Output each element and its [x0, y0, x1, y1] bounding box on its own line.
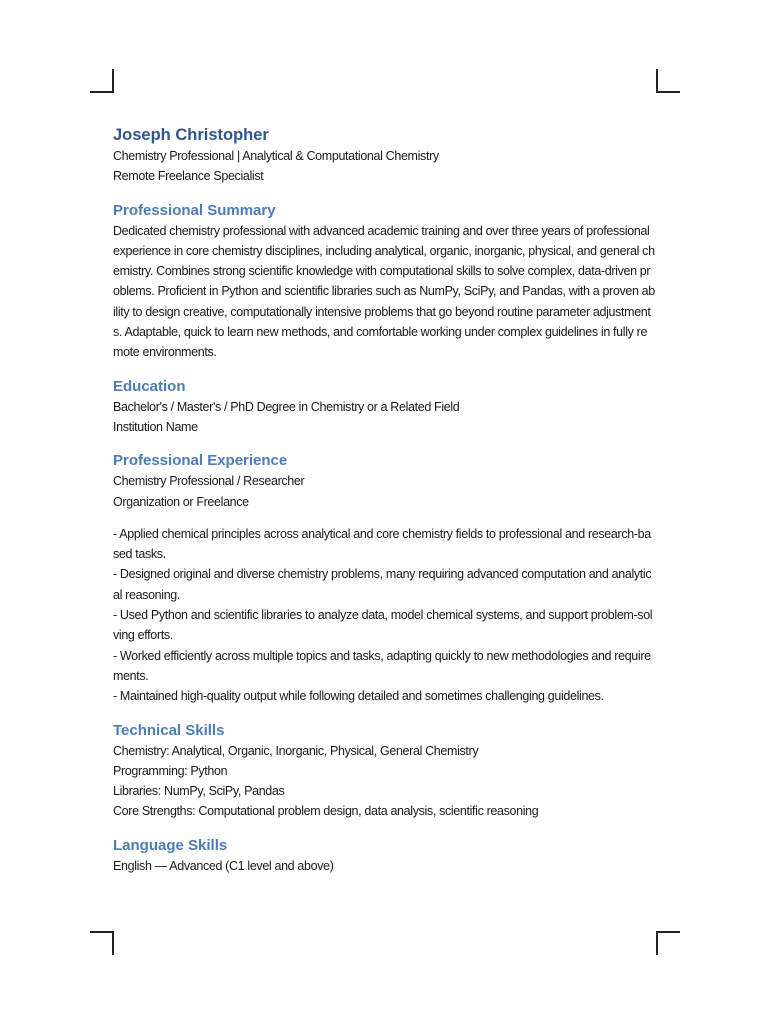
- experience-role: Chemistry Professional / Researcher: [113, 474, 305, 489]
- skill-item: Libraries: NumPy, SciPy, Pandas: [113, 784, 285, 799]
- language-heading: Language Skills: [113, 836, 228, 854]
- education-degree: Bachelor's / Master's / PhD Degree in Chemistry or a Related Field: [113, 399, 460, 414]
- experience-bullet-list: [113, 524, 656, 707]
- education-heading: Education: [113, 377, 186, 395]
- crop-mark-bottom-right: [656, 931, 680, 955]
- resume-body: [113, 124, 656, 876]
- experience-bullet: - Applied chemical principles across analytical and core chemistry fields to professional and research-based tasks.: [113, 526, 651, 562]
- candidate-name: Joseph Christopher: [113, 126, 269, 144]
- education-institution: Institution Name: [113, 419, 198, 434]
- summary-heading: Professional Summary: [113, 201, 276, 219]
- experience-section: [113, 450, 656, 706]
- summary-section: [113, 200, 656, 363]
- experience-bullet: - Worked efficiently across multiple topics and tasks, adapting quickly to new methodologies and requirements.: [113, 648, 651, 683]
- crop-mark-bottom-left: [90, 931, 114, 955]
- experience-heading: Professional Experience: [113, 452, 288, 470]
- skill-item: Core Strengths: Computational problem design, data analysis, scientific reasoning: [113, 804, 539, 819]
- skills-section: [113, 720, 656, 822]
- crop-mark-top-right: [656, 69, 680, 93]
- skill-item: Programming: Python: [113, 763, 228, 778]
- candidate-subtitle: Remote Freelance Specialist: [113, 169, 264, 184]
- education-section: [113, 376, 656, 438]
- experience-organization: Organization or Freelance: [113, 494, 249, 509]
- candidate-title: Chemistry Professional | Analytical & Computational Chemistry: [113, 149, 439, 163]
- skill-item: Chemistry: Analytical, Organic, Inorganic, Physical, General Chemistry: [113, 743, 479, 758]
- summary-text: Dedicated chemistry professional with advanced academic training and over three years of professional experience in core chemistry disciplines, including analytical, organic, inorganic, physical, and general chemistry. Combines strong scientific knowledge with computational skills to solve complex, data-driven problems. Proficient in Python and scientific libraries such as NumPy, SciPy, and Pandas, with a proven ability to design creative, computationally intensive problems that go beyond routine parameter adjustments. Adaptable, quick to learn new methods, and comfortable working under complex guidelines in fully remote environments.: [113, 223, 655, 360]
- skills-heading: Technical Skills: [113, 721, 225, 739]
- experience-bullet: - Used Python and scientific libraries to analyze data, model chemical systems, and support problem-solving efforts.: [113, 608, 653, 643]
- crop-mark-top-left: [90, 69, 114, 93]
- experience-bullet: - Maintained high-quality output while following detailed and sometimes challenging guidelines.: [113, 689, 604, 704]
- experience-bullet: - Designed original and diverse chemistry problems, many requiring advanced computation and analytical reasoning.: [113, 567, 652, 602]
- language-item: English — Advanced (C1 level and above): [113, 858, 334, 873]
- resume-header: [113, 124, 656, 187]
- language-section: [113, 835, 656, 876]
